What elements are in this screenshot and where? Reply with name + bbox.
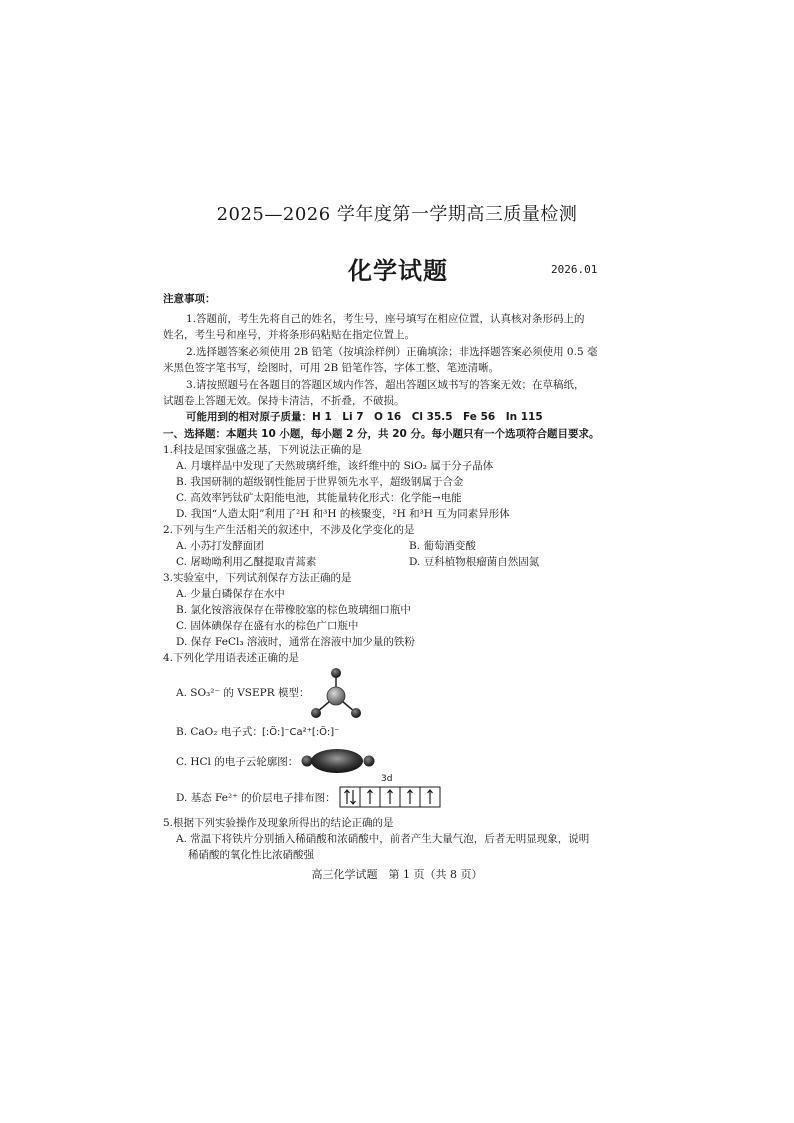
q2-option-b: B. 葡萄酒变酸 xyxy=(409,540,476,552)
q5-stem: 5.根据下列实验操作及现象所得出的结论正确的是 xyxy=(163,817,394,829)
q1-stem: 1.科技是国家强盛之基，下列说法正确的是 xyxy=(163,444,363,456)
q1-option-d: D. 我国“人造太阳”利用了²H 和³H 的核聚变，²H 和³H 互为同素异形体 xyxy=(176,508,510,520)
notice-item-3a: 3.请按照题号在各题目的答题区域内作答，超出答题区域书写的答案无效；在草稿纸， xyxy=(186,379,585,391)
q2-option-a: A. 小苏打发酵面团 xyxy=(176,540,264,552)
q4-option-c: C. HCl 的电子云轮廓图： xyxy=(176,756,299,768)
notice-item-2b: 米黑色签字笔书写，绘图时，可用 2B 铅笔作答，字体工整、笔迹清晰。 xyxy=(163,362,500,374)
q1-option-b: B. 我国研制的超级钢性能居于世界领先水平，超级钢属于合金 xyxy=(176,476,464,488)
exam-title: 2025—2026 学年度第一学期高三质量检测 xyxy=(216,204,578,225)
notice-item-2a: 2.选择题答案必须使用 2B 铅笔（按填涂样例）正确填涂；非选择题答案必须使用 0.5 毫 xyxy=(186,346,598,358)
q3-option-b: B. 氯化铵溶液保存在带橡胶塞的棕色玻璃细口瓶中 xyxy=(176,604,411,616)
q3-option-d: D. 保存 FeCl₃ 溶液时，通常在溶液中加少量的铁粉 xyxy=(176,636,415,648)
notice-item-1b: 姓名，考生号和座号，并将条形码粘贴在指定位置上。 xyxy=(163,329,415,341)
notice-item-1a: 1.答题前，考生先将自己的姓名，考生号，座号填写在相应位置，认真核对条形码上的 xyxy=(186,313,585,325)
q2-option-d: D. 豆科植物根瘤菌自然固氮 xyxy=(409,556,540,568)
q2-stem: 2.下列与生产生活相关的叙述中，不涉及化学变化的是 xyxy=(163,524,415,536)
page-footer: 高三化学试题 第 1 页（共 8 页） xyxy=(311,868,483,881)
hcl-electron-cloud-figure xyxy=(300,746,376,776)
exam-date: 2026.01 xyxy=(551,263,598,276)
q1-option-c: C. 高效率钙钛矿太阳能电池，其能量转化形式：化学能→电能 xyxy=(176,492,462,504)
q3-option-c: C. 固体碘保存在盛有水的棕色广口瓶中 xyxy=(176,620,359,632)
fe2-orbital-diagram xyxy=(339,786,441,808)
orbital-3d-label: 3d xyxy=(381,774,393,784)
q4-option-a: A. SO₃²⁻ 的 VSEPR 模型： xyxy=(176,687,310,699)
q5-option-a-line1: A. 常温下将铁片分别插入稀硝酸和浓硝酸中，前者产生大量气泡，后者无明显现象，说明 xyxy=(176,833,590,845)
q4-option-b-label: B. CaO₂ 电子式： xyxy=(176,726,263,738)
q4-stem: 4.下列化学用语表述正确的是 xyxy=(163,652,300,664)
q5-option-a-line2: 稀硝酸的氧化性比浓硝酸强 xyxy=(188,849,314,861)
section-1-heading: 一、选择题：本题共 10 小题，每小题 2 分，共 20 分。每小题只有一个选项符合题目要求。 xyxy=(163,428,600,440)
q2-option-c: C. 屠呦呦利用乙醚提取青蒿素 xyxy=(176,556,317,568)
notice-heading: 注意事项： xyxy=(163,293,216,305)
q1-option-a: A. 月壤样品中发现了天然玻璃纤维，该纤维中的 SiO₂ 属于分子晶体 xyxy=(176,460,494,472)
vsepr-model-figure xyxy=(308,666,364,722)
notice-item-3b: 试题卷上答题无效。保持卡清洁，不折叠，不破损。 xyxy=(163,395,405,407)
q4-option-d: D. 基态 Fe²⁺ 的价层电子排布图： xyxy=(176,792,336,804)
q3-option-a: A. 少量白磷保存在水中 xyxy=(176,588,285,600)
cao2-electron-formula: [:Ö:]⁻Ca²⁺[:Ö:]⁻ xyxy=(262,727,340,738)
atomic-mass-line: 可能用到的相对原子质量：H 1 Li 7 O 16 Cl 35.5 Fe 56 In 115 xyxy=(186,411,543,423)
q3-stem: 3.实验室中，下列试剂保存方法正确的是 xyxy=(163,572,352,584)
subject-title: 化学试题 xyxy=(348,257,448,285)
